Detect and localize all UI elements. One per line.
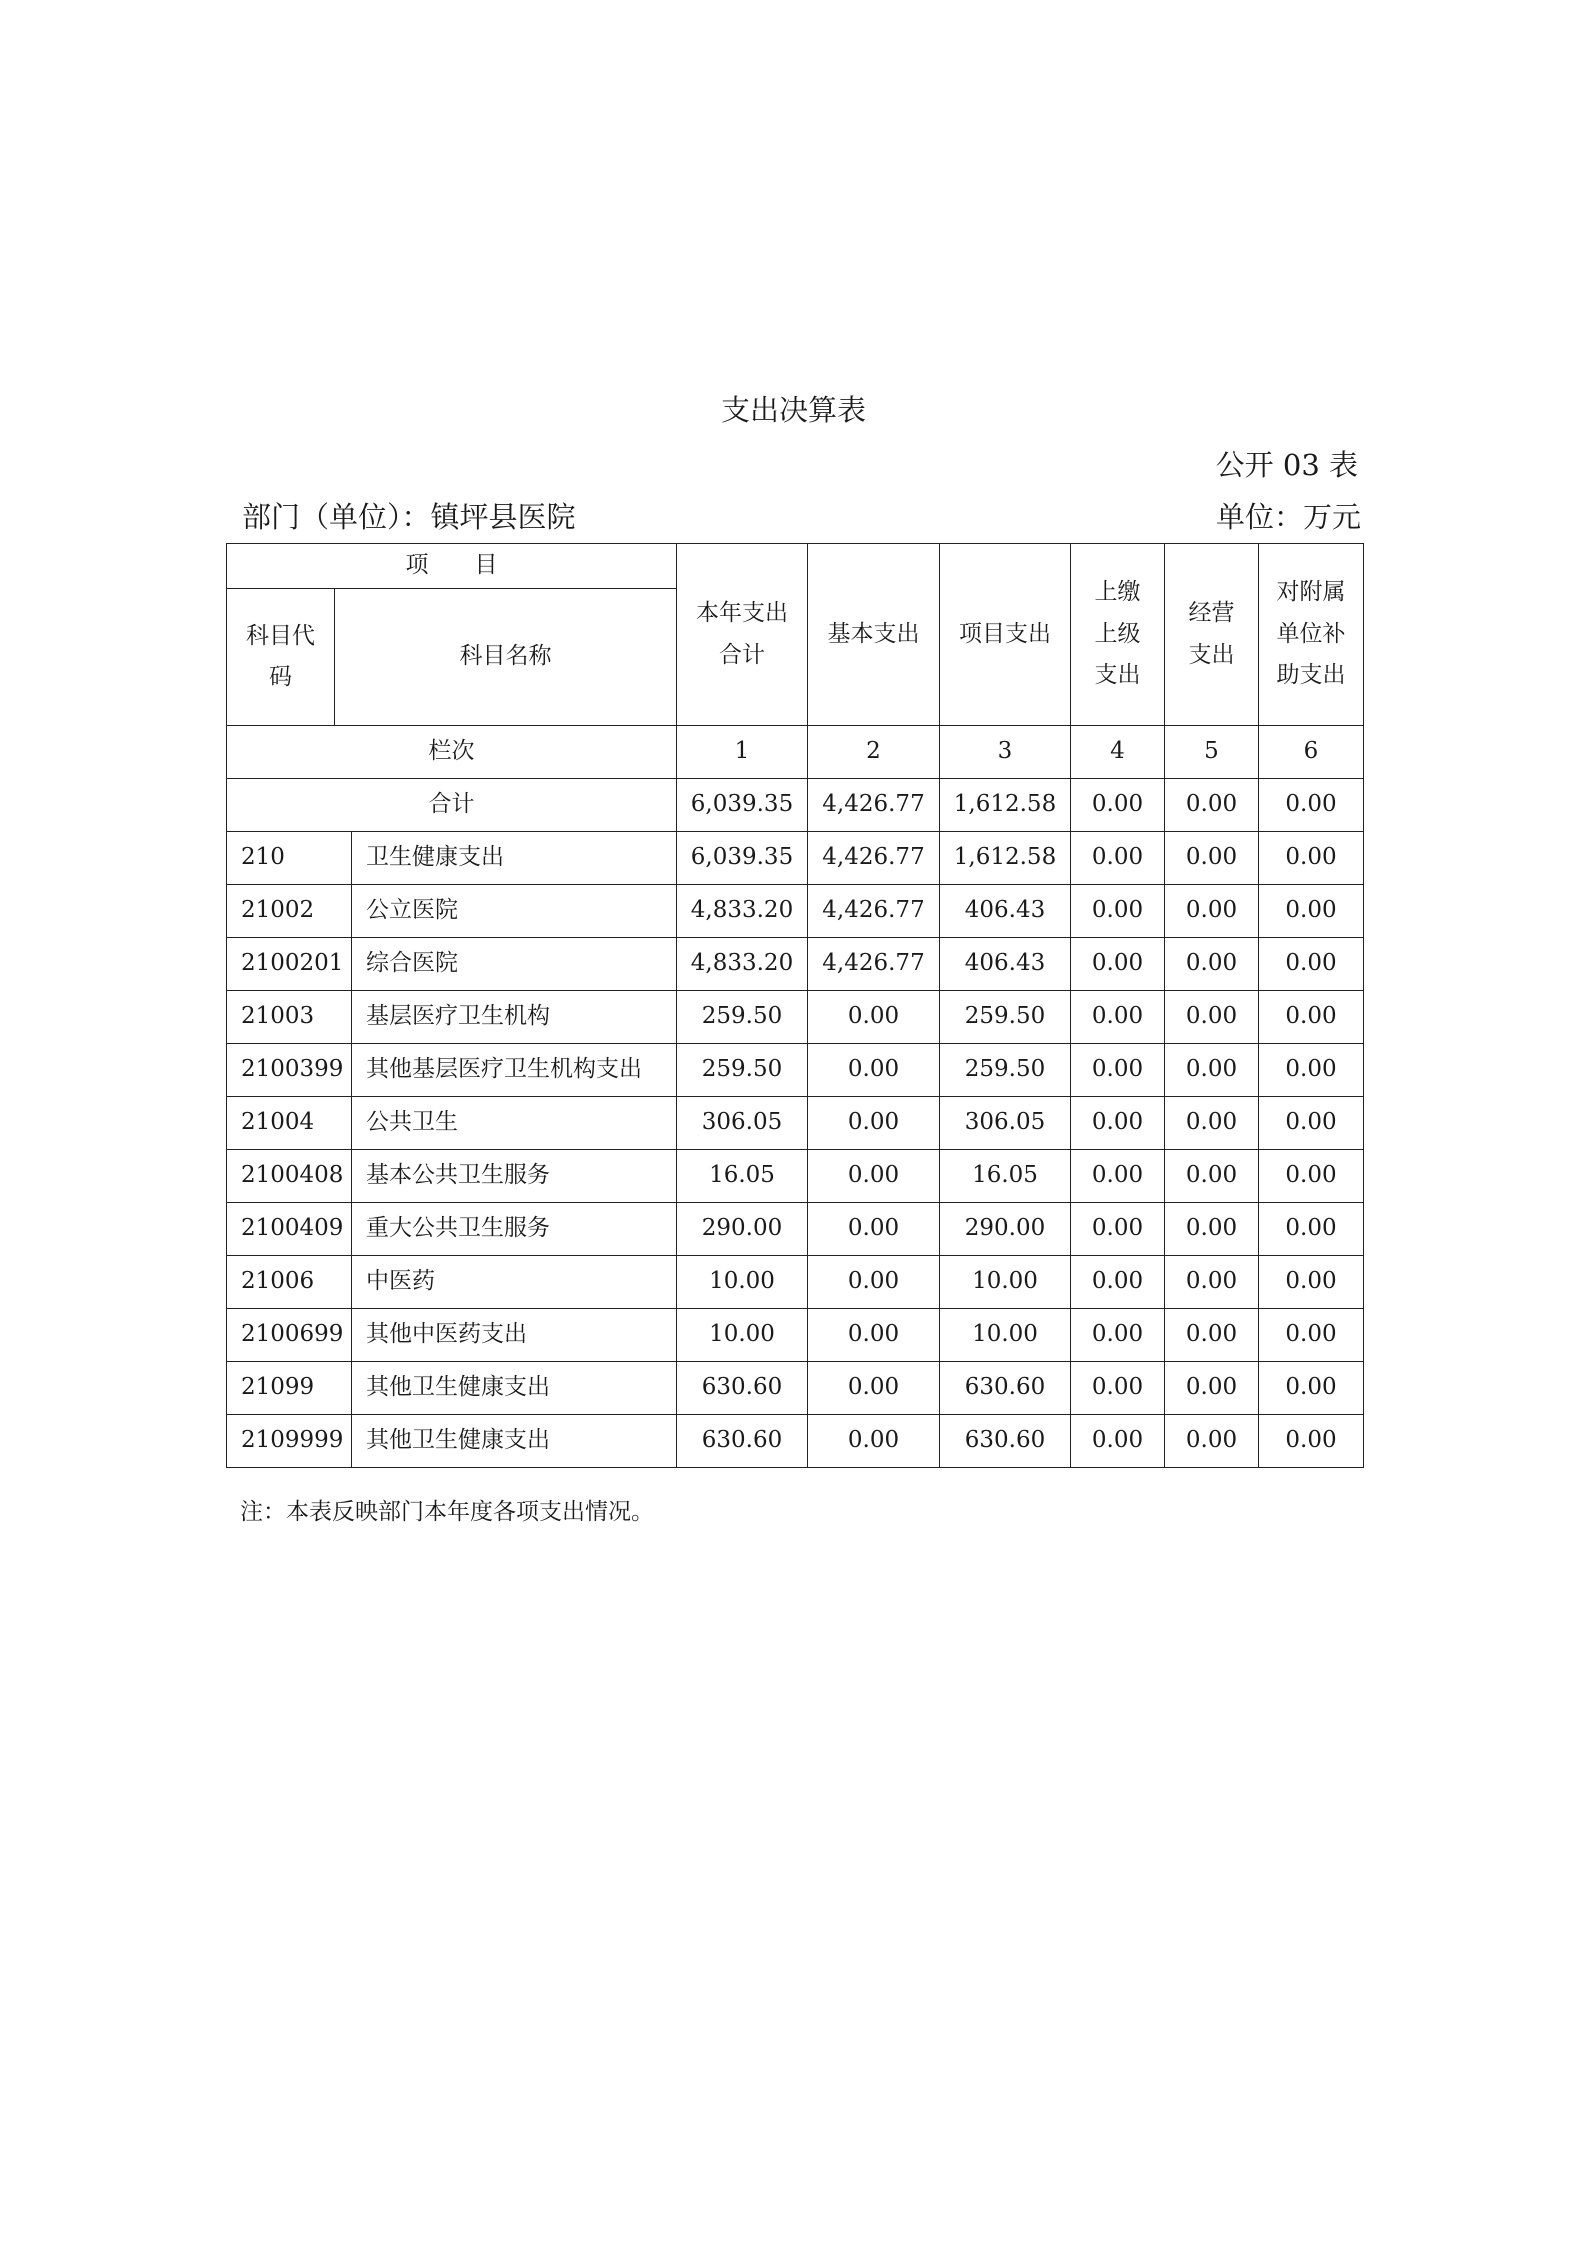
header-col6: 对附属单位补助支出	[1259, 544, 1364, 726]
row-name: 其他卫生健康支出	[352, 1362, 677, 1415]
total-col1: 6,039.35	[677, 779, 808, 832]
row-col1: 6,039.35	[677, 832, 808, 885]
total-col5: 0.00	[1165, 779, 1259, 832]
row-col6: 0.00	[1259, 832, 1364, 885]
row-col4: 0.00	[1071, 1150, 1165, 1203]
row-name: 公共卫生	[352, 1097, 677, 1150]
row-col2: 0.00	[808, 1203, 940, 1256]
row-name: 其他基层医疗卫生机构支出	[352, 1044, 677, 1097]
seq-4: 4	[1071, 726, 1165, 779]
seq-5: 5	[1165, 726, 1259, 779]
row-col4: 0.00	[1071, 885, 1165, 938]
row-col4: 0.00	[1071, 1256, 1165, 1309]
row-name: 基本公共卫生服务	[352, 1150, 677, 1203]
row-col6: 0.00	[1259, 1415, 1364, 1468]
table-row	[227, 1097, 1364, 1150]
row-col5: 0.00	[1165, 832, 1259, 885]
row-name: 基层医疗卫生机构	[352, 991, 677, 1044]
page-title: 支出决算表	[720, 393, 866, 427]
row-col1: 259.50	[677, 1044, 808, 1097]
unit-label: 单位：万元	[1215, 500, 1361, 534]
row-col6: 0.00	[1259, 1097, 1364, 1150]
total-row	[227, 779, 1364, 832]
row-col2: 0.00	[808, 1362, 940, 1415]
row-code: 21006	[227, 1256, 352, 1309]
row-name: 综合医院	[352, 938, 677, 991]
row-code: 21004	[227, 1097, 352, 1150]
row-code: 2100408	[227, 1150, 352, 1203]
header-seq-label: 栏次	[227, 726, 677, 779]
table-row	[227, 1044, 1364, 1097]
row-col4: 0.00	[1071, 938, 1165, 991]
total-label: 合计	[227, 779, 677, 832]
row-col3: 406.43	[940, 885, 1071, 938]
row-col4: 0.00	[1071, 1309, 1165, 1362]
row-name: 其他中医药支出	[352, 1309, 677, 1362]
row-col3: 16.05	[940, 1150, 1071, 1203]
row-col3: 290.00	[940, 1203, 1071, 1256]
row-col1: 16.05	[677, 1150, 808, 1203]
row-col2: 4,426.77	[808, 938, 940, 991]
header-col5: 经营支出	[1165, 544, 1259, 726]
row-name: 重大公共卫生服务	[352, 1203, 677, 1256]
row-col3: 630.60	[940, 1415, 1071, 1468]
seq-3: 3	[940, 726, 1071, 779]
row-col6: 0.00	[1259, 1203, 1364, 1256]
seq-6: 6	[1259, 726, 1364, 779]
row-col2: 0.00	[808, 1097, 940, 1150]
row-col4: 0.00	[1071, 1044, 1165, 1097]
row-code: 2100699	[227, 1309, 352, 1362]
row-col6: 0.00	[1259, 1044, 1364, 1097]
row-name: 公立医院	[352, 885, 677, 938]
row-name: 中医药	[352, 1256, 677, 1309]
table-row	[227, 1203, 1364, 1256]
row-col3: 10.00	[940, 1309, 1071, 1362]
table-row	[227, 1415, 1364, 1468]
header-code: 科目代码	[227, 589, 335, 726]
row-col4: 0.00	[1071, 1097, 1165, 1150]
row-col6: 0.00	[1259, 938, 1364, 991]
row-col3: 259.50	[940, 1044, 1071, 1097]
row-col3: 306.05	[940, 1097, 1071, 1150]
row-col6: 0.00	[1259, 1150, 1364, 1203]
header-name: 科目名称	[335, 589, 677, 726]
row-col5: 0.00	[1165, 885, 1259, 938]
row-col6: 0.00	[1259, 1309, 1364, 1362]
table-row	[227, 832, 1364, 885]
row-col3: 630.60	[940, 1362, 1071, 1415]
row-col5: 0.00	[1165, 991, 1259, 1044]
row-col2: 0.00	[808, 991, 940, 1044]
row-code: 21099	[227, 1362, 352, 1415]
seq-2: 2	[808, 726, 940, 779]
row-code: 21003	[227, 991, 352, 1044]
total-col4: 0.00	[1071, 779, 1165, 832]
row-col2: 0.00	[808, 1044, 940, 1097]
table-row	[227, 1256, 1364, 1309]
row-col5: 0.00	[1165, 1150, 1259, 1203]
table-row	[227, 885, 1364, 938]
row-col1: 259.50	[677, 991, 808, 1044]
row-col4: 0.00	[1071, 991, 1165, 1044]
row-col5: 0.00	[1165, 1256, 1259, 1309]
form-number: 公开 03 表	[1215, 448, 1358, 482]
row-col2: 0.00	[808, 1415, 940, 1468]
row-col1: 10.00	[677, 1256, 808, 1309]
row-col6: 0.00	[1259, 1256, 1364, 1309]
total-col2: 4,426.77	[808, 779, 940, 832]
seq-1: 1	[677, 726, 808, 779]
row-code: 2100399	[227, 1044, 352, 1097]
row-col2: 4,426.77	[808, 832, 940, 885]
header-col4: 上缴上级支出	[1071, 544, 1165, 726]
row-col1: 630.60	[677, 1362, 808, 1415]
row-code: 210	[227, 832, 352, 885]
header-project: 项 目	[227, 544, 677, 589]
total-col3: 1,612.58	[940, 779, 1071, 832]
row-col3: 10.00	[940, 1256, 1071, 1309]
row-col2: 0.00	[808, 1256, 940, 1309]
row-code: 2109999	[227, 1415, 352, 1468]
row-col6: 0.00	[1259, 991, 1364, 1044]
row-col2: 4,426.77	[808, 885, 940, 938]
row-col5: 0.00	[1165, 1362, 1259, 1415]
row-col5: 0.00	[1165, 1097, 1259, 1150]
table-row	[227, 991, 1364, 1044]
row-col3: 1,612.58	[940, 832, 1071, 885]
row-col1: 4,833.20	[677, 938, 808, 991]
row-col5: 0.00	[1165, 1415, 1259, 1468]
row-name: 其他卫生健康支出	[352, 1415, 677, 1468]
row-col1: 10.00	[677, 1309, 808, 1362]
row-col4: 0.00	[1071, 1362, 1165, 1415]
header-col2: 基本支出	[808, 544, 940, 726]
row-code: 2100409	[227, 1203, 352, 1256]
header-col1: 本年支出合计	[677, 544, 808, 726]
header-col3: 项目支出	[940, 544, 1071, 726]
row-col1: 4,833.20	[677, 885, 808, 938]
table-row	[227, 938, 1364, 991]
row-code: 21002	[227, 885, 352, 938]
total-col6: 0.00	[1259, 779, 1364, 832]
department-label: 部门（单位）：镇坪县医院	[242, 500, 576, 534]
row-col4: 0.00	[1071, 832, 1165, 885]
row-col1: 630.60	[677, 1415, 808, 1468]
row-col6: 0.00	[1259, 885, 1364, 938]
row-name: 卫生健康支出	[352, 832, 677, 885]
table-row	[227, 1362, 1364, 1415]
expenditure-table	[226, 543, 1364, 1468]
row-col4: 0.00	[1071, 1415, 1165, 1468]
table-row	[227, 1309, 1364, 1362]
footnote: 注：本表反映部门本年度各项支出情况。	[240, 1499, 654, 1525]
row-col5: 0.00	[1165, 938, 1259, 991]
row-col4: 0.00	[1071, 1203, 1165, 1256]
row-col5: 0.00	[1165, 1309, 1259, 1362]
row-code: 2100201	[227, 938, 352, 991]
row-col1: 306.05	[677, 1097, 808, 1150]
row-col3: 259.50	[940, 991, 1071, 1044]
row-col5: 0.00	[1165, 1044, 1259, 1097]
row-col5: 0.00	[1165, 1203, 1259, 1256]
row-col1: 290.00	[677, 1203, 808, 1256]
row-col6: 0.00	[1259, 1362, 1364, 1415]
row-col2: 0.00	[808, 1150, 940, 1203]
row-col2: 0.00	[808, 1309, 940, 1362]
row-col3: 406.43	[940, 938, 1071, 991]
table-row	[227, 1150, 1364, 1203]
